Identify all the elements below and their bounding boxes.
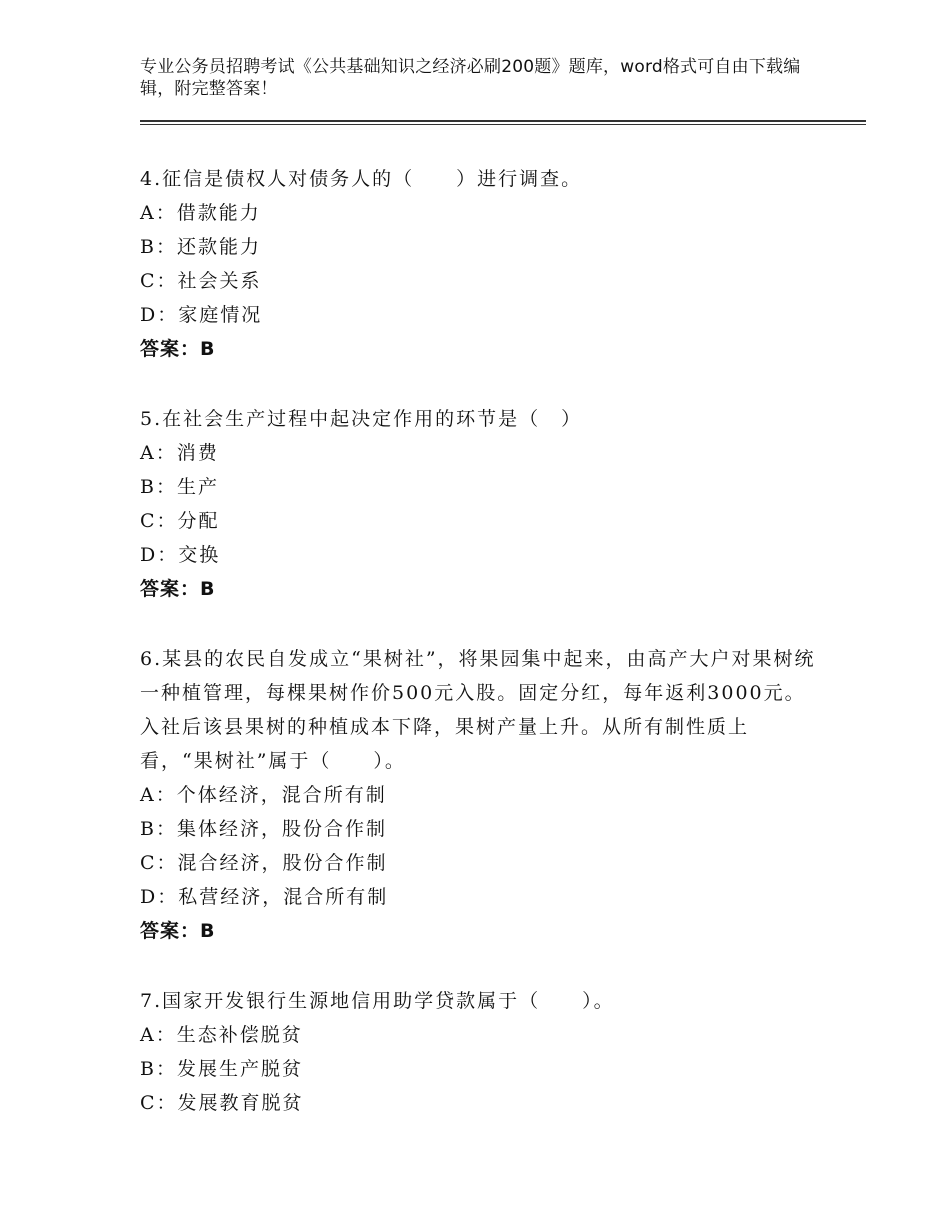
option-letter: A：	[140, 202, 177, 224]
option-text: 混合经济，股份合作制	[177, 852, 388, 874]
question-6	[140, 642, 820, 948]
option-b	[140, 812, 820, 846]
option-c	[140, 1086, 820, 1120]
question-7	[140, 984, 820, 1120]
question-stem: 4.征信是债权人对债务人的（ ）进行调查。	[140, 168, 583, 190]
option-letter: B：	[140, 1058, 177, 1080]
option-text: 社会关系	[177, 270, 262, 292]
option-b	[140, 230, 820, 264]
answer-label: 答案：B	[140, 578, 216, 600]
option-text: 还款能力	[176, 236, 261, 258]
option-d	[140, 880, 820, 914]
header-rule-thick	[140, 120, 866, 122]
option-c	[140, 504, 820, 538]
option-d	[140, 298, 820, 332]
question-stem: 5.在社会生产过程中起决定作用的环节是（ ）	[140, 408, 583, 430]
header-rule-thin	[140, 124, 866, 125]
option-letter: C：	[140, 270, 178, 292]
option-letter: D：	[140, 544, 179, 566]
option-text: 交换	[178, 544, 221, 566]
question-5	[140, 402, 820, 606]
option-text: 生产	[176, 476, 219, 498]
option-letter: A：	[140, 1024, 177, 1046]
option-d	[140, 538, 820, 572]
option-c	[140, 264, 820, 298]
option-text: 私营经济，混合所有制	[178, 886, 389, 908]
option-letter: A：	[140, 442, 177, 464]
option-letter: A：	[140, 784, 177, 806]
option-a	[140, 196, 820, 230]
option-text: 分配	[177, 510, 220, 532]
question-stem: 6.某县的农民自发成立“果树社”，将果园集中起来，由高产大户对果树统一种植管理，每棵果树作价500元入股。固定分红，每年返利3000元。入社后该县果树的种植成本下降，果树产量上升。从所有制性质上看，“果树社”属于（ ）。	[140, 648, 816, 772]
option-letter: B：	[140, 236, 177, 258]
option-text: 消费	[176, 442, 219, 464]
option-text: 家庭情况	[178, 304, 263, 326]
option-b	[140, 1052, 820, 1086]
option-c	[140, 846, 820, 880]
option-letter: B：	[140, 476, 177, 498]
option-text: 发展教育脱贫	[177, 1092, 304, 1114]
option-letter: C：	[140, 510, 178, 532]
option-text: 个体经济，混合所有制	[176, 784, 387, 806]
answer-label: 答案：B	[140, 920, 216, 942]
option-b	[140, 470, 820, 504]
option-a	[140, 778, 820, 812]
option-text: 集体经济，股份合作制	[176, 818, 387, 840]
option-a	[140, 1018, 820, 1052]
question-list	[140, 162, 820, 1156]
option-letter: D：	[140, 304, 179, 326]
option-letter: C：	[140, 852, 178, 874]
document-header: 专业公务员招聘考试《公共基础知识之经济必刷200题》题库，word格式可自由下载编辑，附完整答案！	[140, 57, 801, 99]
option-letter: C：	[140, 1092, 178, 1114]
question-4	[140, 162, 820, 366]
option-letter: D：	[140, 886, 179, 908]
option-text: 借款能力	[176, 202, 261, 224]
option-a	[140, 436, 820, 470]
option-text: 生态补偿脱贫	[176, 1024, 303, 1046]
answer-label: 答案：B	[140, 338, 216, 360]
question-stem: 7.国家开发银行生源地信用助学贷款属于（ ）。	[140, 990, 615, 1012]
option-text: 发展生产脱贫	[176, 1058, 303, 1080]
option-letter: B：	[140, 818, 177, 840]
